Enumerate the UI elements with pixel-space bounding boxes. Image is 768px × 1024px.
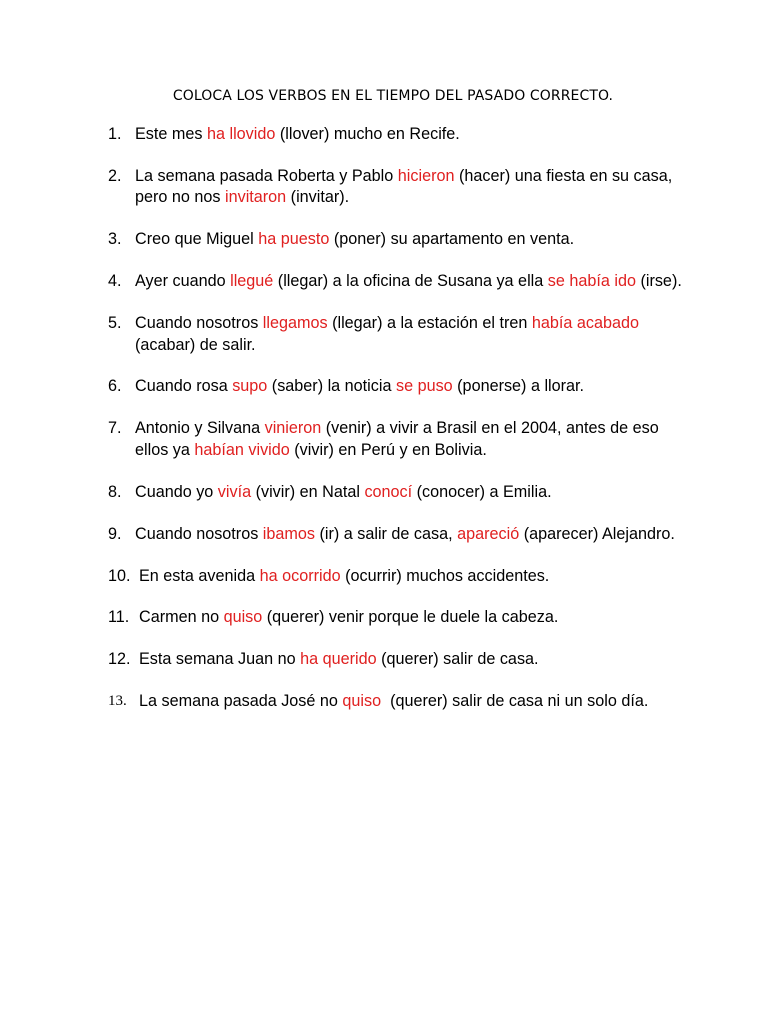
sentence-text: Este mes: [135, 125, 207, 143]
answer-verb: ha querido: [300, 650, 377, 669]
list-item: [108, 376, 688, 398]
answer-verb: hicieron: [397, 166, 455, 185]
sentence-text: Cuando nosotros: [135, 524, 263, 543]
exercise-list: [108, 124, 688, 733]
item-text: [139, 649, 688, 671]
item-text: [135, 124, 688, 146]
sentence-text: (llover) mucho en Recife.: [275, 125, 460, 143]
item-text: [139, 691, 688, 713]
item-number: 12.: [108, 650, 131, 669]
list-item: [108, 566, 688, 588]
sentence-text: (llegar) a la estación el tren: [327, 314, 532, 333]
answer-verb: vivía: [217, 482, 252, 501]
item-text: [135, 376, 688, 398]
answer-verb: habían vivido: [194, 440, 290, 459]
answer-verb: llegué: [230, 272, 274, 291]
item-text: [135, 418, 688, 461]
sentence-text: (vivir) en Perú y en Bolivia.: [289, 440, 487, 459]
sentence-text: Esta semana Juan no: [139, 650, 301, 669]
sentence-text: (hacer) una fiesta en su casa, pero no nos: [135, 166, 677, 207]
answer-verb: se había ido: [547, 272, 636, 291]
item-number: 8.: [108, 482, 122, 501]
sentence-text: (ir) a salir de casa,: [314, 524, 458, 543]
sentence-text: Antonio y Silvana: [135, 419, 265, 438]
answer-verb: ha puesto: [258, 230, 330, 249]
answer-verb: apareció: [457, 524, 520, 543]
answer-verb: vinieron: [264, 419, 322, 438]
sentence-text: (invitar).: [286, 188, 350, 207]
item-text: [139, 607, 688, 629]
answer-verb: ibamos: [262, 524, 315, 543]
item-text: [135, 166, 688, 209]
list-item: [108, 691, 688, 713]
item-number: 3.: [108, 230, 122, 249]
sentence-text: (querer) salir de casa.: [376, 650, 539, 669]
sentence-text: (acabar) de salir.: [135, 314, 644, 354]
item-text: [135, 482, 688, 504]
sentence-text: (irse).: [635, 272, 682, 291]
sentence-text: Ayer cuando: [135, 272, 231, 291]
item-text: [135, 313, 688, 356]
answer-verb: había acabado: [531, 314, 639, 333]
sentence-text: (poner) su apartamento en venta.: [329, 230, 575, 249]
sentence-text: Cuando nosotros: [135, 314, 263, 333]
item-number: 7.: [108, 419, 122, 438]
answer-verb: llegamos: [262, 314, 328, 333]
sentence-text: (saber) la noticia: [267, 377, 396, 396]
list-item: [108, 649, 688, 671]
list-item: [108, 482, 688, 504]
sentence-text: (querer) salir de casa ni un solo día.: [381, 692, 649, 711]
sentence-text: (conocer) a Emilia.: [412, 482, 552, 501]
list-item: [108, 313, 688, 356]
answer-verb: invitaron: [225, 188, 287, 207]
item-number: 5.: [108, 314, 122, 333]
sentence-text: (ponerse) a llorar.: [452, 377, 585, 396]
list-item: [108, 124, 688, 146]
sentence-text: En esta avenida: [139, 566, 260, 585]
item-number: 11.: [108, 608, 130, 627]
sentence-text: La semana pasada Roberta y Pablo: [135, 166, 398, 185]
item-text: [139, 566, 688, 588]
item-number: 2.: [108, 166, 122, 185]
item-number: 4.: [108, 272, 122, 291]
sentence-text: (aparecer) Alejandro.: [519, 524, 675, 543]
sentence-text: Cuando rosa: [135, 377, 233, 396]
sentence-text: (venir) a vivir a Brasil en el 2004, antes de eso ellos ya: [135, 419, 664, 459]
sentence-text: Cuando yo: [135, 482, 218, 501]
item-text: [135, 524, 688, 546]
item-number: 10.: [108, 566, 131, 585]
item-number: 13.: [108, 693, 127, 710]
item-number: 1.: [108, 125, 122, 143]
answer-verb: ha llovido: [206, 125, 276, 143]
list-item: [108, 271, 688, 293]
list-item: [108, 524, 688, 546]
list-item: [108, 418, 688, 461]
answer-verb: se puso: [395, 377, 453, 396]
answer-verb: supo: [232, 377, 268, 396]
page-title: COLOCA LOS VERBOS EN EL TIEMPO DEL PASADO CORRECTO.: [172, 88, 614, 104]
sentence-text: Creo que Miguel: [135, 230, 259, 249]
sentence-text: (llegar) a la oficina de Susana ya ella: [273, 272, 548, 291]
list-item: [108, 607, 688, 629]
list-item: [108, 229, 688, 251]
item-number: 6.: [108, 377, 122, 396]
sentence-text: (ocurrir) muchos accidentes.: [340, 566, 550, 585]
list-item: [108, 166, 688, 209]
item-number: 9.: [108, 524, 122, 543]
answer-verb: ha ocorrido: [259, 566, 341, 585]
item-text: [135, 271, 688, 293]
answer-verb: conocí: [364, 482, 413, 501]
sentence-text: Carmen no: [139, 608, 224, 627]
sentence-text: (vivir) en Natal: [251, 482, 365, 501]
answer-verb: quiso: [342, 692, 382, 711]
sentence-text: (querer) venir porque le duele la cabeza.: [262, 608, 559, 627]
answer-verb: quiso: [223, 608, 263, 627]
item-text: [135, 229, 688, 251]
sentence-text: La semana pasada José no: [139, 692, 343, 711]
